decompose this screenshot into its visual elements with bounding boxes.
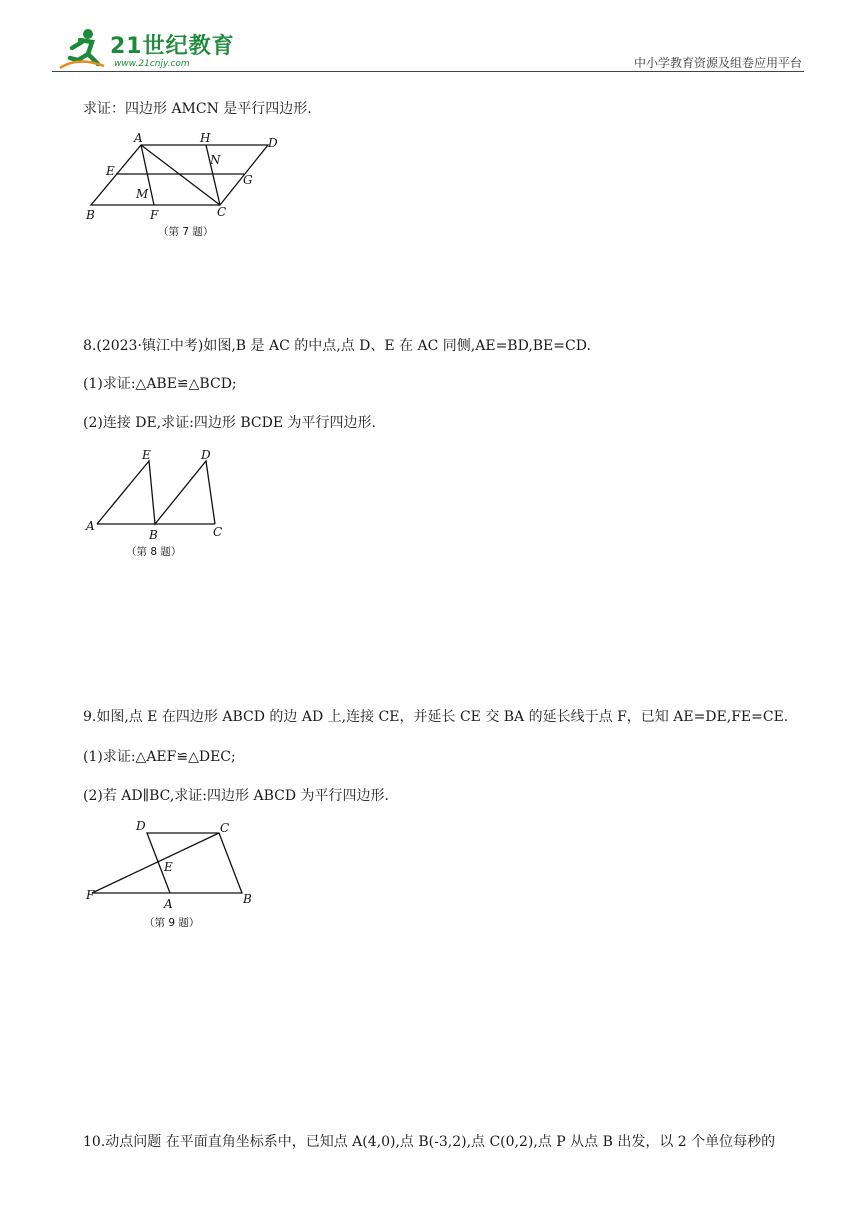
logo-url: www.21cnjy.com bbox=[114, 59, 190, 69]
label-b: B bbox=[149, 528, 158, 542]
logo bbox=[58, 26, 238, 74]
runner-logo-icon bbox=[58, 26, 108, 72]
label-n: N bbox=[210, 153, 221, 167]
q10-title: 10.动点问题 在平面直角坐标系中，已知点 A(4,0),点 B(-3,2),点 C(0,2),点 P 从点 B 出发，以 2 个单位每秒的 bbox=[83, 1134, 776, 1150]
header-platform-text: 中小学教育资源及组卷应用平台 bbox=[633, 56, 802, 70]
label-g: G bbox=[243, 173, 253, 187]
q9-part2: (2)若 AD∥BC,求证:四边形 ABCD 为平行四边形. bbox=[83, 788, 389, 804]
figure-7 bbox=[80, 128, 300, 243]
figure-9-caption: （第 9 题） bbox=[144, 917, 200, 929]
header-divider bbox=[52, 71, 804, 72]
label-d: D bbox=[201, 448, 211, 462]
label-b: B bbox=[243, 892, 252, 906]
label-b: B bbox=[86, 208, 95, 222]
quadrilateral-abcd bbox=[147, 833, 242, 893]
figure-8-caption: （第 8 题） bbox=[126, 546, 182, 558]
label-f: F bbox=[86, 888, 95, 902]
label-c: C bbox=[213, 525, 223, 539]
figure-8-lines bbox=[97, 461, 215, 524]
label-a: A bbox=[164, 897, 173, 911]
logo-text: 21世纪教育 bbox=[110, 34, 235, 59]
q8-part2: (2)连接 DE,求证:四边形 BCDE 为平行四边形. bbox=[83, 415, 376, 431]
label-e: E bbox=[106, 164, 115, 178]
label-a: A bbox=[134, 131, 143, 145]
figure-8 bbox=[80, 445, 250, 565]
label-e: E bbox=[164, 860, 173, 874]
q7-statement: 求证：四边形 AMCN 是平行四边形. bbox=[83, 101, 312, 117]
q9-title: 9.如图,点 E 在四边形 ABCD 的边 AD 上,连接 CE，并延长 CE 交 BA 的延长线于点 F，已知 AE=DE,FE=CE. bbox=[83, 709, 789, 725]
q8-title: 8.(2023·镇江中考)如图,B 是 AC 的中点,点 D、E 在 AC 同侧,AE=BD,BE=CD. bbox=[83, 338, 591, 354]
label-c: C bbox=[217, 205, 227, 219]
label-a: A bbox=[86, 519, 95, 533]
label-d: D bbox=[136, 819, 146, 833]
label-f: F bbox=[150, 208, 159, 222]
figure-9 bbox=[80, 815, 270, 935]
label-c: C bbox=[220, 821, 230, 835]
label-h: H bbox=[200, 131, 211, 145]
label-d: D bbox=[268, 136, 278, 150]
figure-7-caption: （第 7 题） bbox=[158, 226, 214, 238]
label-m: M bbox=[136, 187, 149, 201]
label-e: E bbox=[142, 448, 151, 462]
q8-part1: (1)求证:△ABE≌△BCD; bbox=[83, 376, 237, 392]
q9-part1: (1)求证:△AEF≌△DEC; bbox=[83, 749, 236, 765]
segment-fc bbox=[92, 833, 219, 893]
page-header bbox=[0, 0, 860, 80]
